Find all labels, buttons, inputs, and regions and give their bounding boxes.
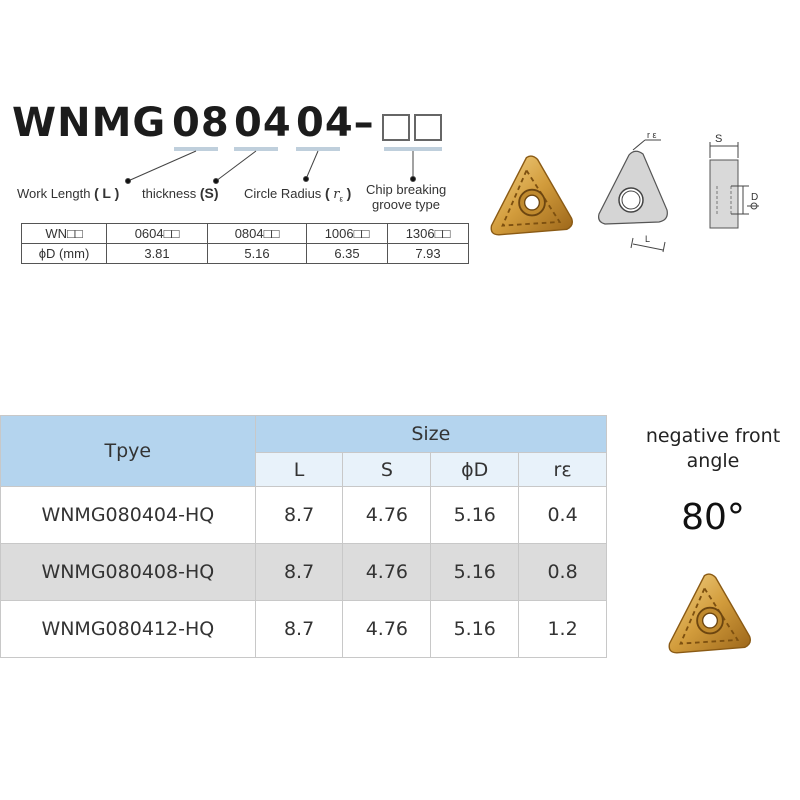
- code-radius: 04–: [296, 100, 375, 146]
- code-thickness: 04: [234, 100, 292, 146]
- l-label: L: [645, 234, 651, 244]
- gold-insert-image: [486, 152, 578, 244]
- table-row: [1, 544, 607, 601]
- col-header-s: S: [343, 453, 431, 487]
- col-header-d: ϕD: [431, 453, 519, 487]
- gold-insert-image: [664, 570, 756, 662]
- col-header-l: L: [255, 453, 343, 487]
- insert-side-view-drawing: [703, 128, 773, 238]
- s-cell: 4.76: [343, 544, 431, 601]
- table-cell: 7.93: [388, 244, 469, 264]
- re-label: r ε: [647, 130, 657, 140]
- d-cell: 5.16: [431, 487, 519, 544]
- thickness-label: thickness (S): [142, 185, 219, 201]
- d-cell: 5.16: [431, 601, 519, 658]
- type-cell: WNMG080412-HQ: [1, 601, 256, 658]
- r-cell: 0.4: [519, 487, 607, 544]
- table-row: [1, 487, 607, 544]
- d-cell: 5.16: [431, 544, 519, 601]
- table-cell: WN□□: [22, 224, 107, 244]
- l-cell: 8.7: [255, 601, 343, 658]
- table-cell: 3.81: [107, 244, 208, 264]
- chip-breaking-label: Chip breaking groove type: [366, 182, 447, 212]
- r-cell: 1.2: [519, 601, 607, 658]
- r-cell: 0.8: [519, 544, 607, 601]
- code-length: 08: [172, 100, 230, 146]
- type-cell: WNMG080408-HQ: [1, 544, 256, 601]
- work-length-label: Work Length ( L ): [17, 185, 120, 201]
- s-label: S: [715, 133, 723, 145]
- table-cell: 6.35: [307, 244, 388, 264]
- table-cell: 1006□□: [307, 224, 388, 244]
- code-prefix: WNMG: [12, 100, 167, 146]
- d-label: D: [751, 192, 759, 203]
- l-cell: 8.7: [255, 544, 343, 601]
- table-row: [1, 601, 607, 658]
- table-cell: 1306□□: [388, 224, 469, 244]
- type-header: Tpye: [1, 416, 256, 487]
- col-header-r: rε: [519, 453, 607, 487]
- product-table: [0, 415, 607, 658]
- table-cell: ϕD (mm): [22, 244, 107, 264]
- table-cell: 0804□□: [208, 224, 307, 244]
- l-cell: 8.7: [255, 487, 343, 544]
- size-header: Size: [255, 416, 606, 453]
- table-cell: 0604□□: [107, 224, 208, 244]
- s-cell: 4.76: [343, 601, 431, 658]
- angle-value: 80°: [681, 497, 745, 538]
- type-cell: WNMG080404-HQ: [1, 487, 256, 544]
- s-cell: 4.76: [343, 487, 431, 544]
- insert-top-view-drawing: [595, 130, 695, 260]
- negative-front-angle-label: negative front angle: [645, 425, 781, 472]
- diameter-table: [21, 223, 469, 264]
- circle-radius-label: Circle Radius ( $r_\varepsilon$ ): [244, 185, 352, 204]
- table-cell: 5.16: [208, 244, 307, 264]
